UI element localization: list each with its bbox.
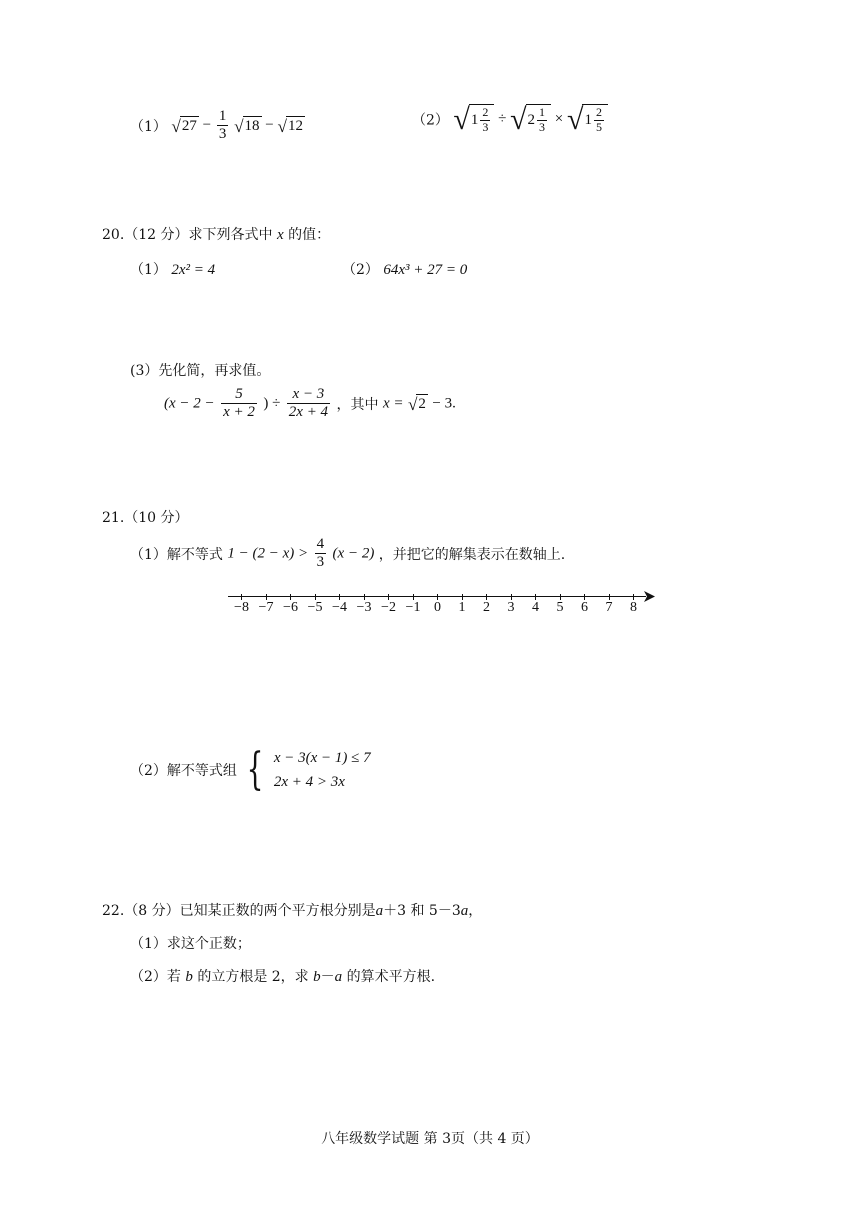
- q22-p2-a: （2）若: [130, 969, 181, 985]
- q20-part2: [342, 259, 467, 279]
- sqrt-27: √ 27: [171, 117, 197, 136]
- q20-p3-xeq: x =: [382, 395, 404, 412]
- q21-part2: [130, 746, 371, 794]
- q20-header-text: 20.（12 分）求下列各式中: [102, 227, 273, 243]
- number-line-tick-label: 5: [556, 600, 564, 615]
- q21-part1: [130, 536, 565, 572]
- sqrt-mixed-a: √ 1 $\frac{2}{3}$: [453, 104, 494, 135]
- q20-header-tail: 的值：: [288, 227, 331, 243]
- number-line-tick-label: −1: [405, 600, 421, 615]
- number-line-tick-label: 8: [630, 600, 637, 615]
- q21-p1-tail: ，并把它的解集表示在数轴上.: [378, 546, 566, 563]
- q20-p3-lead: (x − 2 −: [164, 395, 215, 412]
- q21-p1-fraction: $\frac{4}{3}$: [316, 536, 325, 571]
- sqrt-2: √ 2: [407, 395, 426, 414]
- q22-header: [102, 900, 482, 920]
- sqrt-mixed-b: √ 2 $\frac{1}{3}$: [510, 104, 551, 135]
- number-line-tick-label: −6: [283, 600, 298, 615]
- q20-part3-expression: [164, 386, 456, 422]
- q21-p2-line2: 2x + 4 > 3x: [273, 774, 345, 790]
- number-line-tick-label: 4: [532, 600, 539, 615]
- q22-p2-g: 的算术平方根.: [346, 969, 436, 985]
- q20-p2-expression: 64x³ + 27 = 0: [383, 262, 468, 278]
- q22-header-mid: ＋3 和 5－3: [383, 903, 461, 919]
- q22-p2-var-b: b: [185, 969, 193, 985]
- number-line-tick-label: 6: [581, 600, 588, 615]
- q20-p3-divide: ) ÷: [263, 395, 281, 412]
- number-line-tick-label: 0: [434, 600, 441, 615]
- sqrt-12: √ 12: [277, 117, 303, 136]
- q20-p3-tail: − 3.: [432, 395, 456, 412]
- q19-part1: [130, 108, 305, 144]
- number-line-tick-label: −2: [381, 600, 396, 615]
- q22-p2-var-b2: b: [313, 969, 321, 985]
- q19-part2: [412, 104, 608, 135]
- q20-p3-fraction2: $\frac{x - 3}{2x + 4}$: [288, 386, 329, 421]
- number-line-tick-label: −8: [234, 600, 249, 615]
- sqrt-mixed-c: √ 1 $\frac{2}{5}$: [567, 104, 608, 135]
- number-line-tick-label: 7: [605, 600, 613, 615]
- q22-header-text: 22.（8 分）已知某正数的两个平方根分别是: [102, 903, 376, 919]
- number-line-tick-label: 3: [507, 600, 515, 615]
- q22-part2: [130, 966, 435, 986]
- q19-p1-label: （1）: [130, 118, 167, 135]
- q20-p3-where: ，其中: [336, 396, 379, 413]
- q22-part1: （1）求这个正数；: [130, 936, 251, 952]
- system-brace-icon: {: [246, 744, 264, 795]
- q20-part3-label: (3）先化简，再求值。: [130, 363, 271, 379]
- fraction-one-third: $\frac{1}{3}$: [218, 108, 227, 143]
- page-footer: 八年级数学试题 第 3页（共 4 页）: [321, 1131, 539, 1147]
- q22-p2-c: 的立方根是 2，求: [197, 969, 309, 985]
- q20-header: [102, 224, 330, 244]
- q21-p1-rhs: (x − 2): [332, 545, 375, 562]
- q20-header-var: x: [276, 227, 284, 243]
- sqrt-18: √ 18: [234, 117, 260, 136]
- q20-p1-expression: 2x² = 4: [171, 262, 216, 278]
- q20-p1-label: （1）: [130, 262, 167, 278]
- q21-header: 21.（10 分）: [102, 510, 189, 526]
- q19-p2-expression: √ 1 $\frac{2}{3}$ ÷ √ 2 $\frac{1}{3}$ × √ 1 $\frac{2}{5}$: [453, 111, 608, 127]
- number-line-tick-label: −7: [258, 600, 274, 615]
- number-line-tick-label: −3: [356, 600, 372, 615]
- q22-var-a2: a: [460, 903, 469, 919]
- number-line-tick-label: 1: [458, 600, 466, 615]
- number-line-tick-label: 2: [483, 600, 490, 615]
- number-line-tick-label: −4: [332, 600, 347, 615]
- q22-var-a: a: [375, 903, 384, 919]
- q20-part1: [130, 259, 215, 279]
- q21-p2-label: （2）解不等式组: [130, 763, 237, 779]
- q21-p2-system: [274, 746, 371, 794]
- q21-p2-line1: x − 3(x − 1) ≤ 7: [273, 750, 371, 766]
- q22-p2-minus: －: [320, 969, 335, 985]
- q21-p1-label: （1）解不等式: [130, 546, 223, 563]
- q20-p2-label: （2）: [342, 262, 379, 278]
- q21-p1-lhs: 1 − (2 − x) >: [227, 545, 309, 562]
- number-line-tick-label: −5: [307, 600, 323, 615]
- q20-p3-fraction1: $\frac{5}{x + 2}$: [223, 386, 255, 421]
- q22-p2-var-a: a: [334, 969, 343, 985]
- number-line-arrow-icon: [644, 591, 656, 602]
- q22-header-end: ，: [468, 903, 483, 919]
- q19-p2-label: （2）: [412, 112, 449, 129]
- q19-p1-expression: √ 27 − $\frac{1}{3}$ √ 18 − √ 12: [171, 108, 303, 143]
